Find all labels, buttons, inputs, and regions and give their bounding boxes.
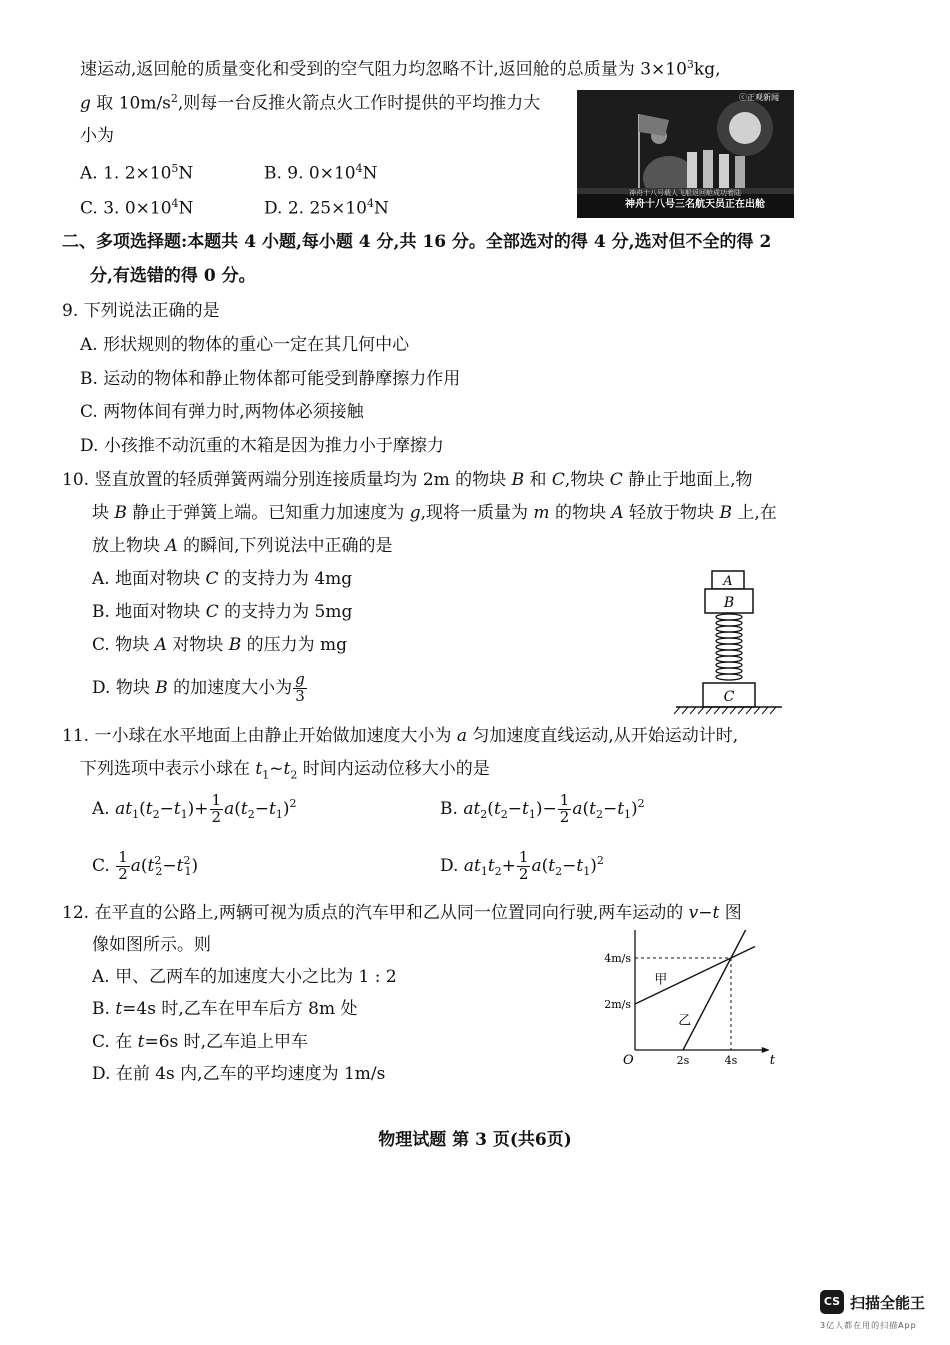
q8-line1: 速运动,返回舱的质量变化和受到的空气阻力均忽略不计,返回舱的总质量为 $3\times 10^3kg$,: [80, 58, 721, 80]
q10-stem-line3: 放上物块 A 的瞬间,下列说法中正确的是: [92, 536, 393, 556]
y-tick-label: 4m/s: [604, 952, 631, 965]
ground-hatch: [674, 707, 776, 714]
q9-option-c: C. 两物体间有弹力时,两物体必须接触: [80, 402, 364, 422]
series-line-jia: [635, 947, 755, 1005]
q8-option-a: A. 1. $2\times 10^5N$: [80, 162, 194, 184]
q12-option-a: A. 甲、乙两车的加速度大小之比为 1 : 2: [92, 967, 397, 987]
scanner-tagline: 3亿人都在用的扫描App: [820, 1321, 917, 1330]
x-tick-label: 4s: [724, 1054, 738, 1067]
q8-option-d: D. 2. $25\times 10^4N$: [264, 197, 389, 219]
q9-stem: 9. 下列说法正确的是: [62, 301, 220, 321]
q10-option-b: B. 地面对物块 C 的支持力为 5mg: [92, 602, 353, 622]
q10-option-a: A. 地面对物块 C 的支持力为 4mg: [92, 569, 353, 589]
x-tick-label: 2s: [676, 1054, 690, 1067]
section2-heading-line1: 二、多项选择题:本题共 4 小题,每小题 4 分,共 16 分。全部选对的得 4 分,选对但不全的得 2: [62, 232, 772, 252]
series-label-jia: 甲: [654, 972, 668, 988]
q12-option-b: B. t=4s 时,乙车在甲车后方 8m 处: [92, 999, 358, 1019]
q8-line2: g 取 $10m/s^2$,则每一台反推火箭点火工作时提供的平均推力大: [80, 92, 541, 114]
q9-option-a: A. 形状规则的物体的重心一定在其几何中心: [80, 335, 410, 355]
spring: [716, 614, 742, 680]
x-axis-arrow: [762, 1047, 770, 1053]
scanner-app-name: 扫描全能王: [850, 1294, 926, 1312]
q12-stem-line2: 像如图所示。则: [92, 935, 211, 955]
label-a: A: [723, 574, 733, 589]
q11-stem-line2: 下列选项中表示小球在 $t_1\sim t_2$ 时间内运动位移大小的是: [80, 759, 490, 782]
q12-option-c: C. 在 t=6s 时,乙车追上甲车: [92, 1032, 309, 1052]
page-footer: 物理试题 第 3 页(共6页): [378, 1130, 572, 1150]
origin-label: O: [623, 1053, 634, 1068]
q12-option-d: D. 在前 4s 内,乙车的平均速度为 1m/s: [92, 1064, 386, 1084]
section2-heading-line2: 分,有选错的得 0 分。: [90, 266, 256, 286]
photo-small-caption: 神舟十八号载人飞船返回舱成功着陆: [629, 189, 741, 197]
q10-stem-line2: 块 B 静止于弹簧上端。已知重力加速度为 g,现将一质量为 m 的物块 A 轻放于物块 B 上,在: [92, 503, 777, 523]
cs-logo-icon: CS: [820, 1290, 844, 1314]
y-tick-label: 2m/s: [604, 998, 631, 1011]
label-c: C: [723, 689, 735, 705]
q9-option-b: B. 运动的物体和静止物体都可能受到静摩擦力作用: [80, 369, 461, 389]
series-line-yi: [683, 930, 755, 1050]
q8-line3: 小为: [80, 126, 114, 146]
label-b: B: [723, 595, 735, 611]
q9-option-d: D. 小孩推不动沉重的木箱是因为推力小于摩擦力: [80, 436, 444, 456]
series-label-yi: 乙: [678, 1013, 692, 1029]
q11-option-a: A. $at_1(t_2-t_1)+$ $\frac{1}{2}$ $a(t_2-t_1)^2$: [92, 791, 297, 826]
q12-stem-line1: 12. 在平直的公路上,两辆可视为质点的汽车甲和乙从同一位置同向行驶,两车运动的 v−t 图: [62, 903, 742, 923]
q8-option-c: C. 3. $0\times 10^4N$: [80, 197, 194, 219]
q11-option-d: D. $at_1t_2+$ $\frac{1}{2}$ $a(t_2-t_1)^2$: [440, 848, 604, 883]
q11-option-c: C. $\frac{1}{2}$ $a(t^2_2-t^2_1)$: [92, 848, 199, 883]
spring-blocks-figure: [670, 565, 790, 720]
q11-stem-line1: 11. 一小球在水平地面上由静止开始做加速度大小为 a 匀加速度直线运动,从开始运动计时,: [62, 726, 739, 746]
vt-chart: [600, 930, 780, 1070]
q10-option-c: C. 物块 A 对物块 B 的压力为 mg: [92, 635, 348, 655]
q8-option-b: B. 9. $0\times 10^4N$: [264, 162, 378, 184]
x-axis-label: t: [769, 1053, 776, 1068]
photo-caption: 神舟十八号三名航天员正在出舱: [625, 199, 765, 210]
news-photo: [577, 90, 794, 218]
q10-option-d: D. 物块 B 的加速度大小为 $\frac{g}{3}$: [92, 670, 305, 705]
q10-stem-line1: 10. 竖直放置的轻质弹簧两端分别连接质量均为 2m 的物块 B 和 C,物块 C 静止于地面上,物: [62, 470, 753, 490]
photo-logo: ⓒ正观新闻: [739, 93, 779, 102]
q11-option-b: B. $at_2(t_2-t_1)-$ $\frac{1}{2}$ $a(t_2-t_1)^2$: [440, 791, 645, 826]
